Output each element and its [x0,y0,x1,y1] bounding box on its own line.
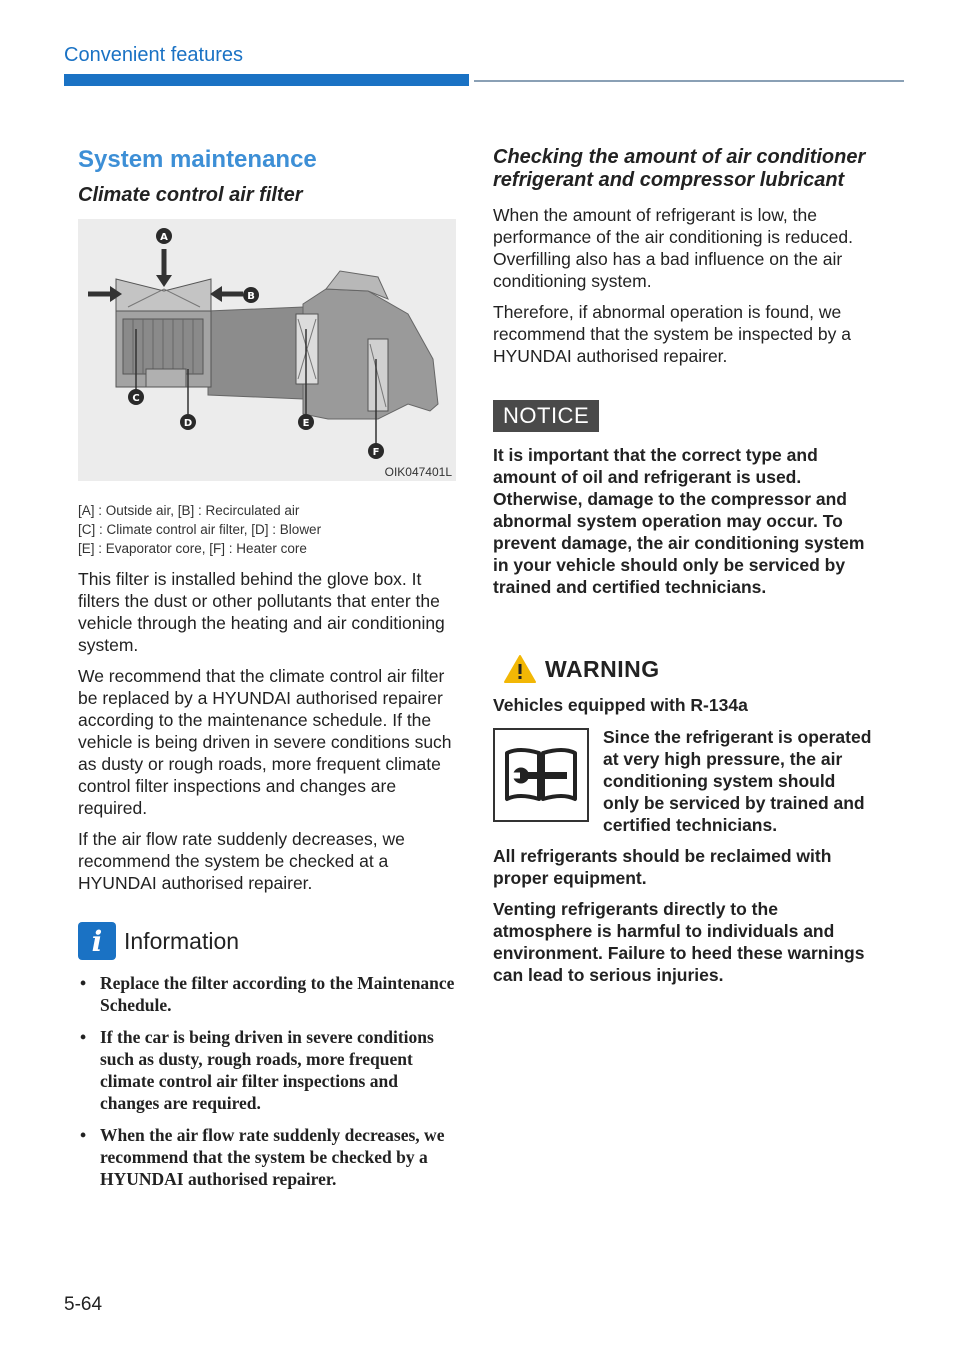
warning-title: WARNING [545,655,660,682]
svg-text:A: A [160,232,168,243]
subsection-title-refrigerant: Checking the amount of air conditioner refrigerant and compressor lubricant [493,146,866,191]
service-row [493,726,873,836]
header-section-title: Convenient features [64,44,244,66]
diagram-label-f [368,443,384,459]
list-item: • If the car is being driven in severe conditions such as dusty, rough roads, more frequent climate control air filter inspections and changes are required. [80,1027,434,1113]
information-title: Information [124,927,240,954]
notice-text: It is important that the correct type and amount of oil and refrigerant is used. Otherwise, damage to the compressor and abnormal system operation may occur. To prevent damage, the air conditioning system in your vehicle should only be serviced by trained and certified technicians. [493,445,865,597]
subsection-title: Climate control air filter [78,184,303,206]
svg-text:E: E [302,418,310,429]
warning-paragraph: All refrigerants should be reclaimed with proper equipment. [493,846,832,888]
diagram-label-d [180,414,196,430]
svg-text:C: C [132,393,140,404]
notice-label: NOTICE [493,400,599,432]
list-item: • Replace the filter according to the Maintenance Schedule. [80,973,455,1015]
svg-text:B: B [247,291,255,302]
warning-triangle-icon [503,654,537,684]
information-list [78,972,456,1190]
warning-subheading: Vehicles equipped with R-134a [493,695,748,715]
info-icon: i [78,922,116,960]
information-header [78,922,456,960]
left-column [78,146,456,1200]
caption-line: [C] : Climate control air filter, [D] : Blower [78,522,322,537]
figure-code: OIK047401L [384,465,452,479]
header-rule [474,80,904,82]
diagram-label-c [128,389,144,405]
body-paragraph: This filter is installed behind the glove box. It filters the dust or other pollutants that enter the vehicle through the heating and air conditioning system. [78,569,445,655]
list-item: • When the air flow rate suddenly decreases, we recommend that the system be checked by a HYUNDAI authorised repairer. [80,1125,445,1189]
diagram-label-a [156,228,172,244]
body-paragraph: We recommend that the climate control air filter be replaced by a HYUNDAI authorised repairer according to the maintenance schedule. If the vehicle is being driven in severe conditions such as dusty or rough roads, more frequent climate control filter inspections and changes are required. [78,666,452,818]
section-title: System maintenance [78,146,317,173]
body-paragraph: Therefore, if abnormal operation is found, we recommend that the system be inspected by a HYUNDAI authorised repairer. [493,302,851,366]
caption-line: [A] : Outside air, [B] : Recirculated air [78,503,300,518]
header-bar [64,74,469,86]
body-paragraph: If the air flow rate suddenly decreases, we recommend the system be checked at a HYUNDAI authorised repairer. [78,829,405,893]
diagram-label-e [298,414,314,430]
diagram-label-b [243,287,259,303]
page-number: 5-64 [64,1294,103,1315]
warning-service-text: Since the refrigerant is operated at very high pressure, the air conditioning system should only be serviced by trained and certified technicians. [603,727,872,835]
body-paragraph: When the amount of refrigerant is low, the performance of the air conditioning is reduced. Overfilling also has a bad influence on the air conditioning system. [493,205,853,291]
figure-caption [78,501,456,558]
right-column [493,146,873,995]
svg-text:D: D [183,418,193,429]
air-filter-illustration [78,219,456,481]
service-manual-icon [493,728,589,822]
air-filter-diagram [78,219,456,481]
warning-paragraph: Venting refrigerants directly to the atmosphere is harmful to individuals and environment. Failure to heed these warnings can lead to serious injuries. [493,899,865,985]
svg-text:F: F [372,447,380,458]
warning-header [503,654,873,684]
caption-line: [E] : Evaporator core, [F] : Heater core [78,541,307,556]
